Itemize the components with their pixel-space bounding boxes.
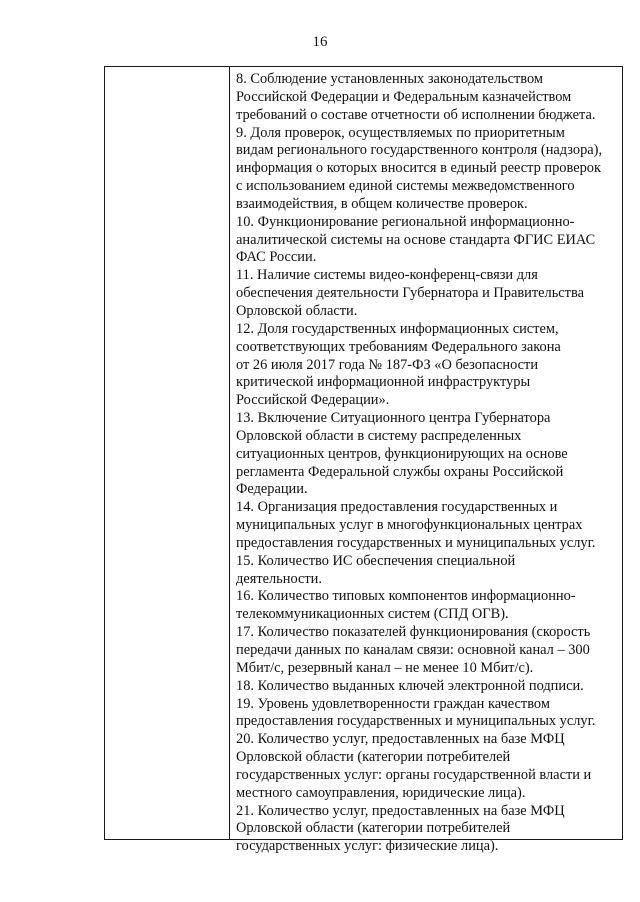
indicator-text-line: Орловской области. [236, 302, 358, 319]
indicator-text-line: Орловской области в систему распределенных [236, 427, 522, 444]
indicator-text-line: местного самоуправления, юридические лица). [236, 784, 526, 801]
indicator-text-line: взаимодействия, в общем количестве проверок. [236, 195, 528, 212]
indicator-item [236, 71, 618, 125]
indicator-text-line: 18. Количество выданных ключей электронной подписи. [236, 677, 584, 694]
indicator-item [236, 731, 618, 802]
indicator-text-line: аналитической системы на основе стандарта ФГИС ЕИАС [236, 231, 596, 248]
indicator-text-line: соответствующих требованиям Федерального закона [236, 338, 561, 355]
indicator-text-line: 10. Функционирование региональной информационно- [236, 213, 575, 230]
indicator-text-line: ФАС России. [236, 249, 317, 266]
indicator-text-line: информация о которых вносится в единый реестр проверок [236, 160, 601, 177]
indicator-item [236, 125, 618, 214]
indicator-text-line: 12. Доля государственных информационных систем, [236, 320, 559, 337]
indicator-text-line: предоставления государственных и муниципальных услуг. [236, 713, 596, 730]
indicator-text-line: регламента Федеральной службы охраны Российской [236, 463, 564, 480]
indicator-text-line: 15. Количество ИС обеспечения специальной [236, 552, 516, 569]
indicator-text-line: Орловской области (категории потребителей [236, 820, 511, 837]
indicator-text-line: Мбит/с, резервный канал – не менее 10 Мбит/с). [236, 659, 534, 676]
indicator-text-line: Российской Федерации». [236, 392, 390, 409]
indicator-text-line: обеспечения деятельности Губернатора и Правительства [236, 285, 584, 302]
indicator-text-line: 8. Соблюдение установленных законодательством [236, 71, 543, 87]
indicator-item [236, 803, 618, 857]
indicator-text-line: 16. Количество типовых компонентов информационно- [236, 588, 576, 605]
indicator-text-line: передачи данных по каналам связи: основной канал – 300 [236, 642, 590, 658]
indicator-text-line: 21. Количество услуг, предоставленных на базе МФЦ [236, 802, 565, 819]
indicator-item [236, 214, 618, 268]
indicator-text-line: ситуационных центров, функционирующих на основе [236, 445, 568, 462]
indicator-text-line: 14. Организация предоставления государственных и [236, 499, 558, 516]
indicator-text-line: деятельности. [236, 570, 322, 587]
indicator-text-line: 9. Доля проверок, осуществляемых по приоритетным [236, 124, 565, 141]
indicator-text-line: телекоммуникационных систем (СПД ОГВ). [236, 606, 509, 623]
indicator-text-line: с использованием единой системы межведомственного [236, 178, 575, 195]
indicator-text-line: 17. Количество показателей функционирования (скорость [236, 624, 591, 641]
indicator-item [236, 499, 618, 553]
indicator-item [236, 267, 618, 321]
indicator-text-line: требований о составе отчетности об исполнении бюджета. [236, 106, 596, 123]
left-column-cell [105, 67, 229, 839]
indicator-text-line: предоставления государственных и муниципальных услуг. [236, 534, 596, 551]
column-divider [229, 67, 230, 839]
indicator-text-line: государственных услуг: физические лица). [236, 838, 499, 855]
indicator-text-line: 13. Включение Ситуационного центра Губернатора [236, 410, 551, 427]
indicator-text-line: видам регионального государственного контроля (надзора), [236, 142, 603, 159]
indicator-text-line: критической информационной инфраструктуры [236, 374, 531, 391]
indicator-item [236, 410, 618, 499]
indicator-item [236, 678, 618, 696]
indicator-item [236, 553, 618, 589]
indicator-text-line: Орловской области (категории потребителей [236, 749, 511, 766]
indicator-item [236, 321, 618, 410]
indicator-text-line: Федерации. [236, 481, 308, 498]
indicator-text-line: 11. Наличие системы видео-конференц-связи для [236, 267, 538, 284]
indicators-cell [236, 71, 618, 856]
indicator-item [236, 588, 618, 624]
indicator-text-line: 20. Количество услуг, предоставленных на базе МФЦ [236, 731, 565, 748]
indicator-text-line: государственных услуг: органы государственной власти и [236, 766, 592, 783]
indicator-text-line: от 26 июля 2017 года № 187-ФЗ «О безопасности [236, 356, 539, 373]
indicator-text-line: Российской Федерации и Федеральным казначейством [236, 88, 572, 105]
page-number: 16 [312, 34, 328, 50]
indicator-text-line: муниципальных услуг в многофункциональных центрах [236, 517, 583, 534]
indicator-item [236, 624, 618, 678]
indicator-item [236, 696, 618, 732]
indicator-table [104, 66, 623, 855]
indicator-text-line: 19. Уровень удовлетворенности граждан качеством [236, 695, 550, 712]
